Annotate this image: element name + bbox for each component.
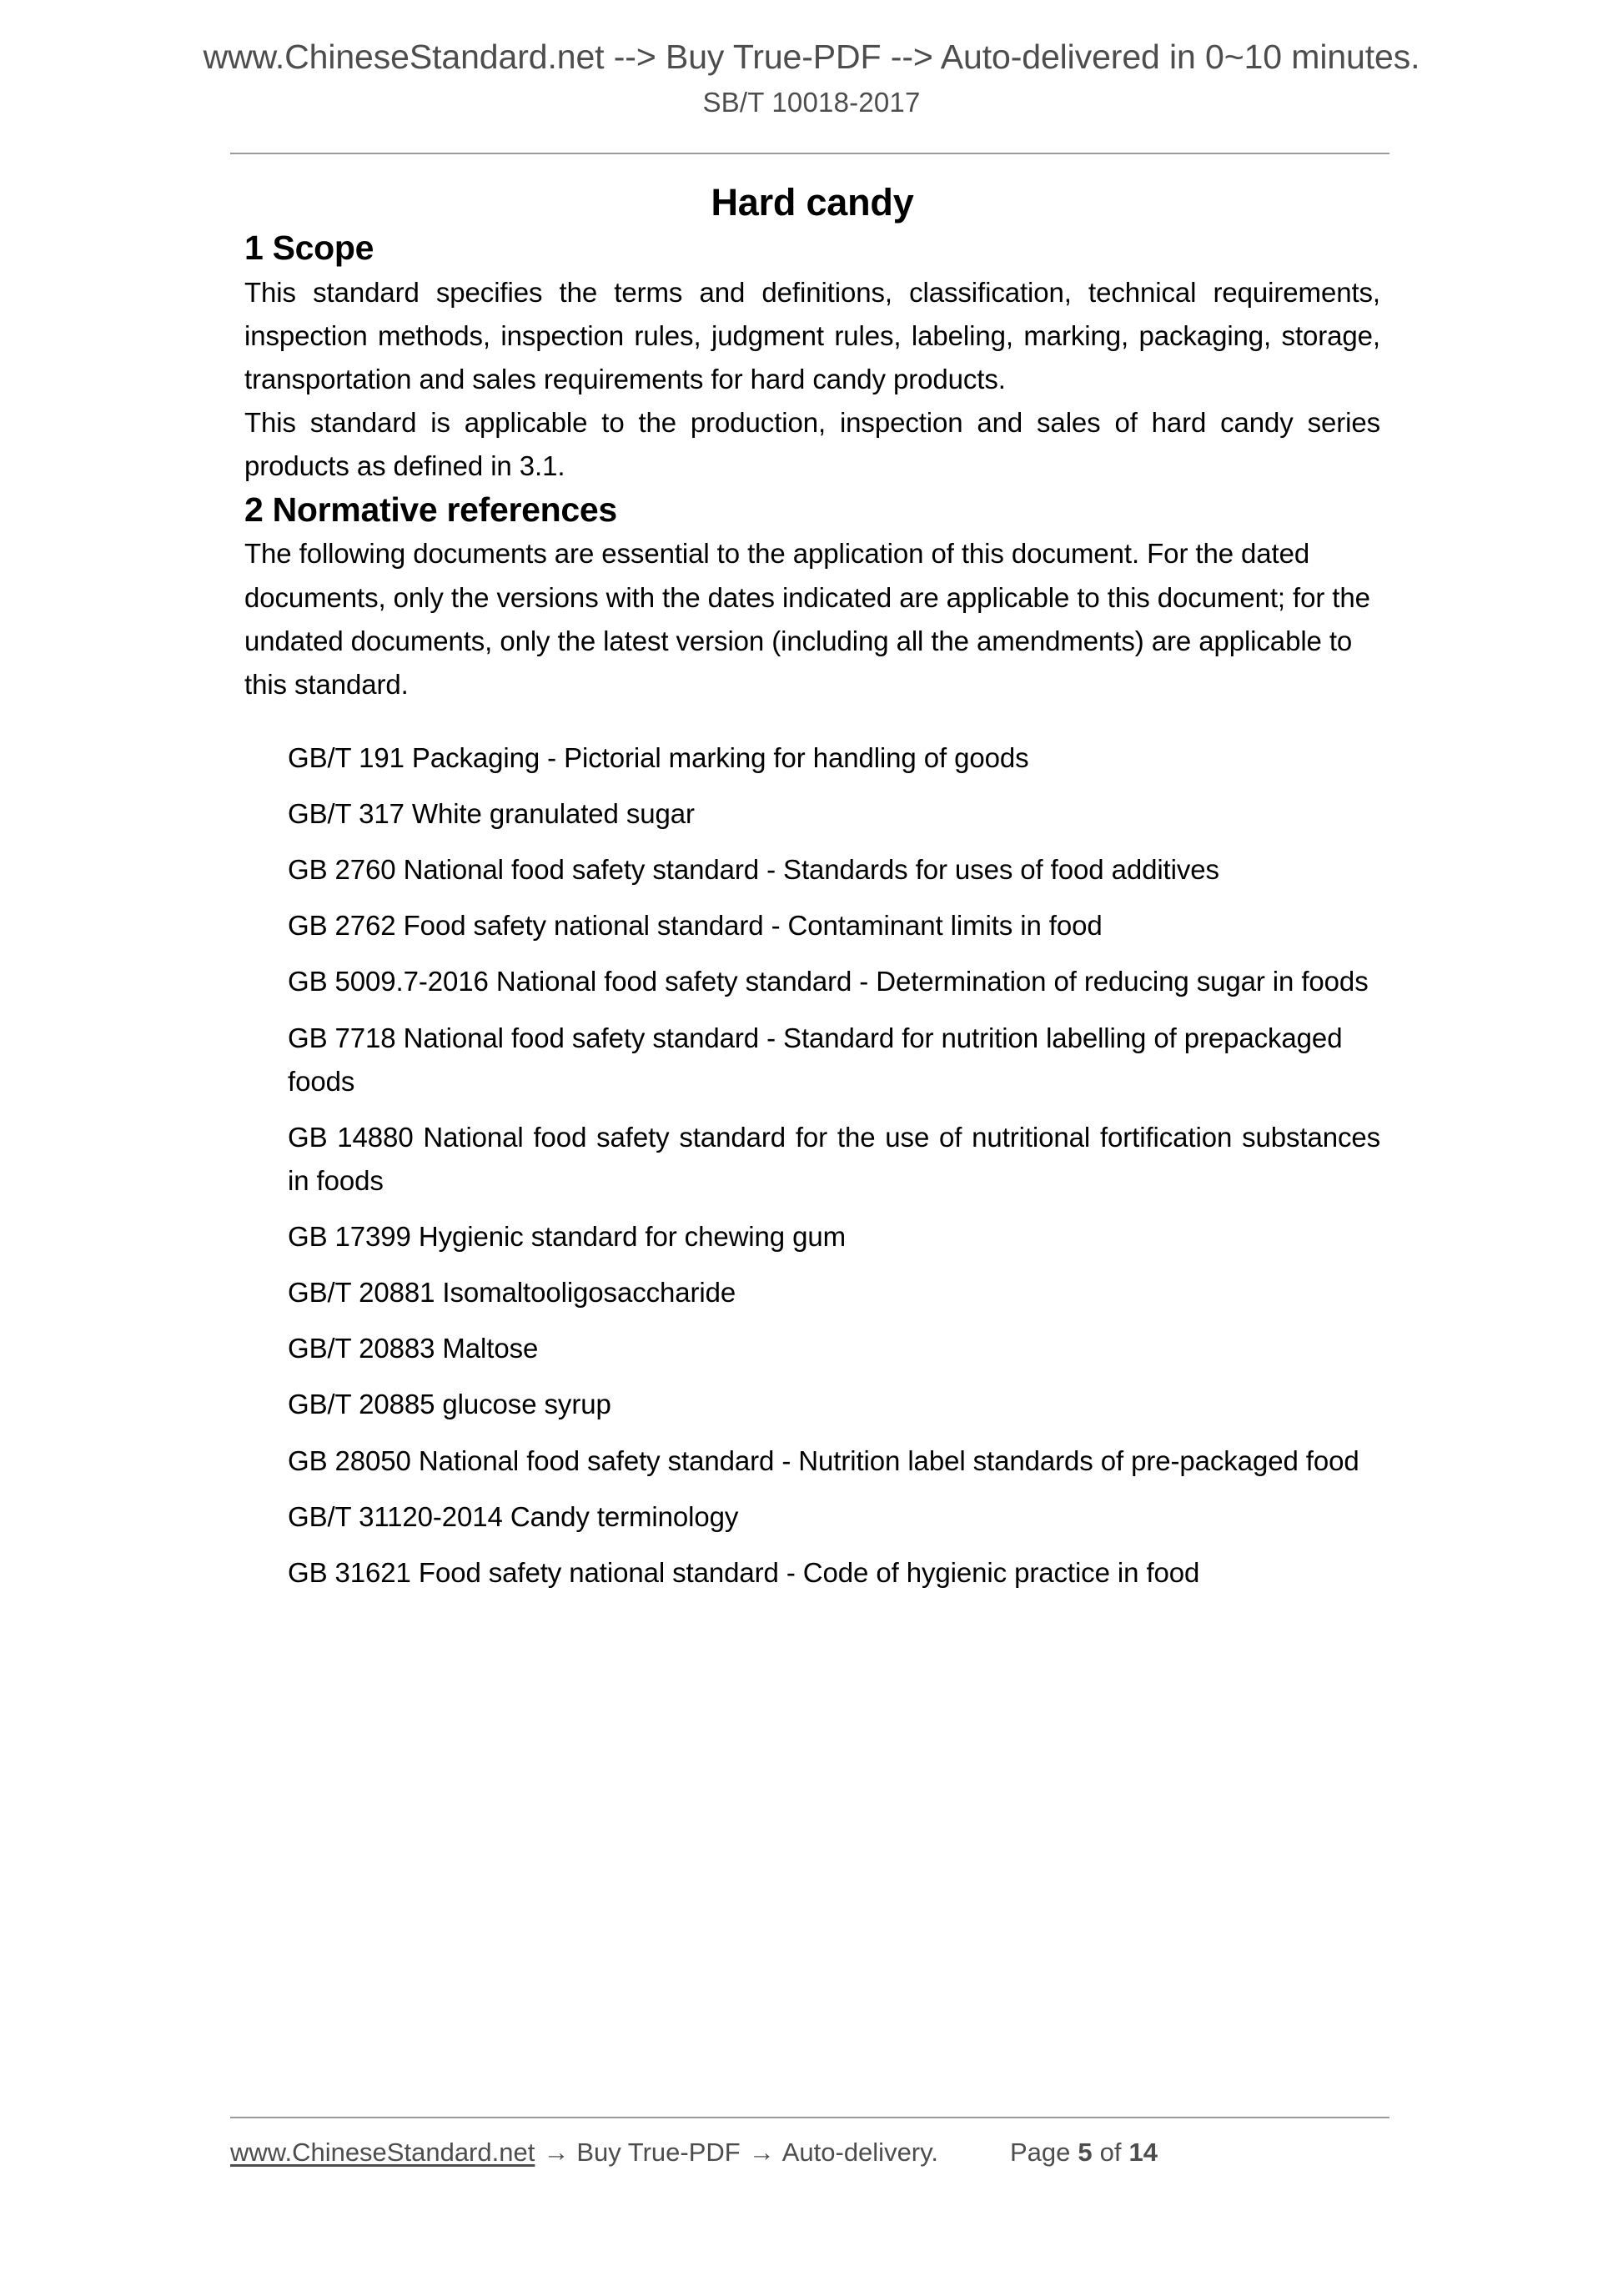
header-divider: [230, 153, 1389, 154]
list-item: GB/T 31120-2014 Candy terminology: [288, 1500, 739, 1532]
normative-reference-list: [244, 736, 1380, 1595]
list-item: GB 28050 National food safety standard - Nutrition label standards of pre-packaged food: [288, 1444, 1359, 1476]
header-standard-number: SB/T 10018-2017: [702, 87, 921, 118]
footer-divider: [230, 2117, 1389, 2118]
footer-buy-label: Buy True-PDF: [576, 2138, 741, 2167]
page-indicator: [1010, 2137, 1158, 2168]
page-footer: [230, 2117, 1389, 2168]
list-item: GB 14880 National food safety standard for the use of nutritional fortification substances in foods: [288, 1121, 1380, 1196]
page-total: 14: [1128, 2138, 1158, 2167]
header-promo-text: www.ChineseStandard.net --> Buy True-PDF --> Auto-delivered in 0~10 minutes.: [203, 38, 1420, 76]
page-header: [0, 0, 1623, 119]
footer-site-link[interactable]: www.ChineseStandard.net: [230, 2138, 535, 2167]
list-item: GB 7718 National food safety standard - Standard for nutrition labelling of prepackaged foods: [288, 1022, 1343, 1097]
footer-content: [230, 2137, 1389, 2168]
arrow-right-icon: →: [748, 2138, 775, 2167]
list-item: GB/T 191 Packaging - Pictorial marking for handling of goods: [288, 741, 1029, 773]
list-item: GB 17399 Hygienic standard for chewing gum: [288, 1221, 847, 1253]
list-item: GB/T 20883 Maltose: [288, 1333, 539, 1364]
list-item: GB/T 20885 glucose syrup: [288, 1389, 611, 1420]
page-label: Page: [1009, 2138, 1071, 2167]
scope-paragraph-1: This standard specifies the terms and definitions, classification, technical requirements, inspection methods, inspection rules, judgment rules, labeling, marking, packaging, storage, transportation and sales requirements for hard candy products.: [244, 276, 1380, 394]
list-item: GB 5009.7-2016 National food safety standard - Determination of reducing sugar in foods: [288, 966, 1369, 997]
page-of-label: of: [1099, 2138, 1122, 2167]
list-item: GB 2762 Food safety national standard - Contaminant limits in food: [288, 910, 1103, 942]
footer-delivery-label: Auto-delivery.: [781, 2138, 938, 2167]
page-number: 5: [1078, 2138, 1093, 2167]
list-item: GB/T 20881 Isomaltooligosaccharide: [288, 1277, 736, 1309]
list-item: GB 31621 Food safety national standard - Code of hygienic practice in food: [288, 1556, 1200, 1588]
normative-intro-paragraph: The following documents are essential to the application of this document. For the dated documents, only the versions with the dates indicated are applicable to this document; for the undated documents, only the latest version (including all the amendments) are applicable to this standard.: [244, 538, 1370, 700]
arrow-right-icon: →: [543, 2138, 570, 2167]
list-item: GB 2760 National food safety standard - Standards for uses of food additives: [288, 854, 1219, 886]
section-heading-scope: 1 Scope: [244, 229, 374, 268]
document-content: [244, 179, 1380, 1595]
section-heading-normative-references: 2 Normative references: [244, 490, 617, 530]
scope-paragraph-2: This standard is applicable to the production, inspection and sales of hard candy series products as defined in 3.1.: [244, 406, 1380, 482]
page-title: Hard candy: [711, 181, 914, 224]
list-item: GB/T 317 White granulated sugar: [288, 798, 695, 830]
